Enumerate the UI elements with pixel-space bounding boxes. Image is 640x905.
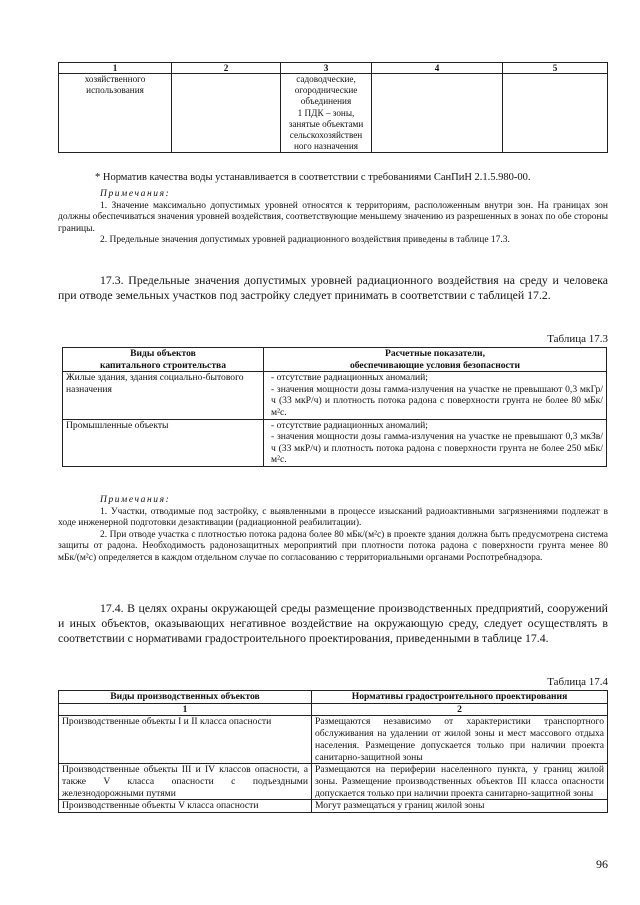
production-object-cell: Производственные объекты I и II класса опасности xyxy=(59,716,312,764)
top-table-header-cell: 4 xyxy=(372,63,503,74)
object-type-cell: Промышленные объекты xyxy=(63,419,264,466)
indicator-cell xyxy=(264,419,607,466)
note-item: 2. При отводе участка с плотностью потока радона более 80 мБк/(м²с) в проекте здания должна быть предусмотрена система защиты от радона. Необходимость радонозащитных мероприятий при плотности потока радона с поверхности грунта менее 80 мБк/(м²с) определяется в каждом отдельном случае по согласованию с территориальными органами Роспотребнадзора. xyxy=(58,529,608,563)
paragraph-17-3 xyxy=(58,273,608,303)
top-table-cell xyxy=(372,74,503,153)
table-17-3-header-right xyxy=(264,348,607,372)
note-item: 2. Предельные значения допустимых уровней радиационного воздействия приведены в таблице 17.3. xyxy=(100,235,510,246)
table-17-4 xyxy=(58,690,608,813)
cell-line: садоводческие, xyxy=(296,74,356,84)
header-line: капитального строительства xyxy=(99,359,227,371)
top-table-cell xyxy=(172,74,281,153)
indicator-line: - отсутствие радиационных аномалий; xyxy=(271,419,428,431)
top-table-header-row xyxy=(59,63,608,74)
paragraph-text: 17.3. Предельные значения допустимых уровней радиационного воздействия на среду и человека при отводе земельных участков под застройку следует принимать в соответствии с таблицей 17.2. xyxy=(58,273,608,302)
indicator-line: - значения мощности дозы гамма-излучения на участке не превышают 0,3 мкЗв/ч (33 мкР/ч) и плотность потока радона с поверхности грунта не более 250 мБк/м²с. xyxy=(271,431,603,466)
table-row xyxy=(63,372,607,419)
table-row xyxy=(59,716,608,764)
notes-block-2 xyxy=(58,495,608,565)
table-17-3-header-row xyxy=(63,348,607,372)
indicator-line: - отсутствие радиационных аномалий; xyxy=(271,372,428,384)
column-number: 2 xyxy=(312,703,608,716)
top-table-header-cell: 5 xyxy=(503,63,608,74)
top-table-header-cell: 2 xyxy=(172,63,281,74)
table-17-4-header-right: Нормативы градостроительного проектирования xyxy=(312,691,608,704)
table-17-3-caption: Таблица 17.3 xyxy=(547,333,608,345)
table-row xyxy=(59,800,608,813)
top-table-cell xyxy=(503,74,608,153)
page-number: 96 xyxy=(596,857,608,871)
top-table-header-cell: 3 xyxy=(281,63,372,74)
table-17-3-header-left xyxy=(63,348,264,372)
cell-line: ного назначения xyxy=(294,141,358,152)
column-number: 1 xyxy=(59,703,312,716)
water-quality-footnote: * Норматив качества воды устанавливается в соответствии с требованиями СанПиН 2.1.5.980-00. xyxy=(95,172,531,183)
notes-heading: Примечания: xyxy=(100,189,171,199)
top-table-row xyxy=(59,74,608,153)
header-line: Виды объектов xyxy=(130,348,196,359)
table-row xyxy=(63,419,607,466)
top-table-cell xyxy=(281,74,372,153)
planning-norm-cell: Могут размещаться у границ жилой зоны xyxy=(312,800,608,813)
top-table-cell: хозяйственного использования xyxy=(59,74,172,153)
object-type-cell: Жилые здания, здания социально-бытового назначения xyxy=(63,372,264,419)
top-table-header-cell: 1 xyxy=(59,63,172,74)
note-item: 1. Значение максимально допустимых уровней относятся к территориям, расположенным внутри зон. На границах зон должны обеспечиваться значения уровней воздействия, соответствующие меньшему значению из разрешенных в зонах по обе стороны границы. xyxy=(58,200,608,234)
cell-line: сельскохозяйствен xyxy=(289,130,363,141)
planning-norm-cell: Размещаются на периферии населенного пункта, у границ жилой зоны. Размещение производственных объектов III класса опасности допускается только при наличии проекта санитарно-защитной зоны xyxy=(312,764,608,800)
top-table xyxy=(58,62,608,153)
notes-block-1 xyxy=(58,189,608,247)
table-row xyxy=(59,764,608,800)
production-object-cell: Производственные объекты V класса опасности xyxy=(59,800,312,813)
notes-heading: Примечания: xyxy=(100,495,171,505)
table-17-4-header-row xyxy=(59,691,608,704)
header-line: обеспечивающие условия безопасности xyxy=(349,359,521,371)
paragraph-17-4 xyxy=(58,601,608,646)
table-17-4-number-row xyxy=(59,703,608,716)
cell-line: 1 ПДК – зоны, xyxy=(297,107,355,118)
paragraph-text: 17.4. В целях охраны окружающей среды размещение производственных предприятий, сооружений и иных объектов, оказывающих негативное воздействие на окружающую среду, следует осуществлять в соответствии с нормативами градостроительного проектирования, приведенными в таблице 17.4. xyxy=(58,601,608,645)
note-item: 1. Участки, отводимые под застройку, с выявленными в процессе изысканий радиоактивными загрязнениями подлежат в ходе инженерной подготовки дезактивации (радиационной реабилитации). xyxy=(58,506,608,529)
header-line: Расчетные показатели, xyxy=(385,348,485,359)
indicator-line: - значения мощности дозы гамма-излучения на участке не превышают 0,3 мкГр/ч (33 мкР/ч) и плотность потока радона с поверхности грунта не более 80 мБк/м²с. xyxy=(271,383,603,418)
cell-line: объединения xyxy=(300,96,352,107)
table-17-4-caption: Таблица 17.4 xyxy=(547,676,608,688)
table-17-3 xyxy=(62,347,607,467)
production-object-cell: Производственные объекты III и IV классов опасности, а также V класса опасности с подъездными железнодорожными путями xyxy=(59,764,312,800)
table-17-4-header-left: Виды производственных объектов xyxy=(59,691,312,704)
cell-line: огороднические xyxy=(294,85,358,96)
cell-line: занятые объектами xyxy=(288,118,364,129)
indicator-cell xyxy=(264,372,607,419)
planning-norm-cell: Размещаются независимо от характеристики транспортного обслуживания на удалении от жилой зоны и мест массового отдыха населения. Размещение допускается только при наличии проекта санитарно-защитной зоны xyxy=(312,716,608,764)
